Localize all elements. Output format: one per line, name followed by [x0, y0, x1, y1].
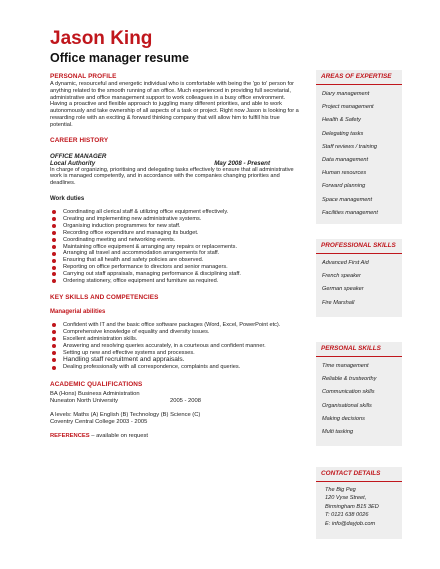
list-item: German speaker — [322, 286, 364, 293]
college: Coventry Central College 2003 - 2005 — [50, 419, 148, 426]
list-item: Confident with IT and the basic office software packages (Word, Excel, PowerPoint etc). — [50, 322, 302, 329]
list-item: Reliable & trustworthy — [322, 376, 377, 383]
bullet-icon — [52, 337, 56, 341]
bullet-icon — [52, 245, 56, 249]
expertise-box — [316, 70, 402, 224]
profile-text: A dynamic, resourceful and energetic individual who is comfortable with being the 'go to' person for anything related to the smooth running of an office. Much experienced in providing full secretarial, administrative and office management support to work colleagues in a busy office environment. Having a proactive and flexible approach to juggling many different priorities, and able to work autonomously and take ownership of all aspects of a task or project. Right now Jason is looking for a rewarding role with an exciting & forward thinking company that will allow him to fulfill his true potential. — [50, 81, 299, 128]
bullet-icon — [52, 266, 56, 270]
contact-details — [316, 482, 402, 528]
main-column — [50, 28, 302, 439]
personal-heading: PERSONAL SKILLS — [316, 342, 402, 357]
list-item: Coordinating meeting and networking events. — [50, 237, 302, 244]
skills-heading: KEY SKILLS AND COMPETENCIES — [50, 293, 159, 301]
list-item: Fire Marshall — [322, 299, 355, 306]
candidate-name: Jason King — [50, 28, 153, 49]
job-employer: Local Authority — [50, 159, 96, 167]
university: Nuneaton North University — [50, 398, 118, 405]
expertise-list — [316, 85, 402, 220]
contact-phone: T: 0121 638 0026 — [325, 512, 369, 519]
job-summary: In charge of organizing, prioritising and delegating tasks effectively to ensure that all administrative work is managed competently, and in accordance with the companies changing priorities and deadlines. — [50, 166, 294, 187]
professional-list — [316, 254, 402, 310]
list-item: Staff reviews / training — [322, 143, 378, 150]
list-item: Facilities management — [322, 209, 378, 216]
job-dates: May 2008 - Present — [214, 159, 270, 167]
list-item: Data management — [322, 157, 369, 164]
degree: BA (Hons) Business Administration — [50, 391, 140, 398]
list-item: Time management — [322, 363, 369, 369]
contact-line: 120 Vyse Street, — [325, 495, 367, 502]
list-item: Delegating tasks — [322, 130, 364, 137]
personal-list — [316, 357, 402, 439]
list-item: Multi tasking — [322, 429, 354, 436]
resume-subtitle: Office manager resume — [50, 51, 189, 65]
contact-line: The Big Peg — [325, 487, 356, 493]
personal-box — [316, 342, 402, 446]
bullet-icon — [52, 323, 56, 327]
list-item: Handling staff recruitment and appraisals. — [50, 356, 302, 364]
skills-subheading: Managerial abilities — [50, 308, 106, 315]
list-item: Human resources — [322, 170, 367, 177]
contact-line: Birmingham B15 3ED — [325, 503, 379, 510]
list-item: Coordinating all clerical staff & utilizing office equipment effectively. — [50, 209, 302, 216]
list-item: Creating and implementing new administrative systems. — [50, 216, 302, 223]
list-item: Forward planning — [322, 183, 366, 190]
list-item: Advanced First Aid — [322, 260, 369, 266]
contact-heading: CONTACT DETAILS — [316, 467, 402, 482]
list-item: Organisational skills — [322, 402, 372, 409]
list-item: Reporting on office performance to directors and senior managers. — [50, 264, 302, 271]
bullet-icon — [52, 358, 56, 362]
bullet-icon — [52, 224, 56, 228]
alevels: A levels: Maths (A) English (B) Technology (B) Science (C) — [50, 412, 201, 419]
list-item: Health & Safety — [322, 117, 361, 124]
list-item: French speaker — [322, 273, 361, 280]
bullet-icon — [52, 259, 56, 263]
list-item: Answering and resolving queries accurately, in a courteous and confident manner. — [50, 343, 302, 350]
job-employer-line — [50, 160, 270, 167]
bullet-icon — [52, 210, 56, 214]
references-label: REFERENCES — [50, 433, 90, 440]
bullet-icon — [52, 252, 56, 256]
list-item: Carrying out staff appraisals, managing performance & disciplining staff. — [50, 271, 302, 278]
list-item: Dealing professionally with all correspondence, complaints and queries. — [50, 364, 302, 371]
bullet-icon — [52, 351, 56, 355]
expertise-heading: AREAS OF EXPERTISE — [316, 70, 402, 85]
bullet-icon — [52, 330, 56, 334]
bullet-icon — [52, 238, 56, 242]
contact-box — [316, 467, 402, 539]
profile-heading: PERSONAL PROFILE — [50, 73, 117, 80]
list-item: Setting up new and effective systems and processes. — [50, 350, 302, 357]
bullet-icon — [52, 366, 56, 370]
list-item: Ensuring that all health and safety policies are observed. — [50, 257, 302, 264]
duties-heading: Work duties — [50, 195, 85, 202]
list-item: Diary management — [322, 91, 370, 97]
list-item: Excellent administration skills. — [50, 336, 302, 343]
list-item: Project management — [322, 104, 374, 111]
list-item: Arranging all travel and accommodation arrangements for staff. — [50, 250, 302, 257]
list-item: Ordering stationery, office equipment and furniture as required. — [50, 278, 302, 285]
list-item: Organising induction programmes for new staff. — [50, 223, 302, 230]
list-item: Communication skills — [322, 389, 375, 396]
professional-heading: PROFESSIONAL SKILLS — [316, 239, 402, 254]
professional-box — [316, 239, 402, 317]
university-row — [50, 398, 302, 405]
career-heading: CAREER HISTORY — [50, 136, 109, 144]
bullet-icon — [52, 231, 56, 235]
references-text: – available on request — [89, 433, 148, 440]
references-line — [50, 433, 302, 439]
university-dates: 2005 - 2008 — [170, 398, 201, 405]
list-item: Recording office expenditure and managing its budget. — [50, 230, 302, 237]
bullet-icon — [52, 272, 56, 276]
job-title: OFFICE MANAGER — [50, 152, 107, 160]
contact-email[interactable]: E: info@dayjob.com — [325, 520, 376, 527]
list-item: Space management — [322, 196, 373, 203]
list-item: Making decisions — [322, 415, 365, 422]
qualifications-heading: ACADEMIC QUALIFICATIONS — [50, 381, 143, 389]
bullet-icon — [52, 217, 56, 221]
skills-list — [50, 322, 302, 371]
bullet-icon — [52, 279, 56, 283]
duties-list — [50, 209, 302, 285]
bullet-icon — [52, 344, 56, 348]
list-item: Maintaining office equipment & arranging any repairs or replacements. — [50, 244, 302, 251]
list-item: Comprehensive knowledge of equality and diversity issues. — [50, 329, 302, 336]
